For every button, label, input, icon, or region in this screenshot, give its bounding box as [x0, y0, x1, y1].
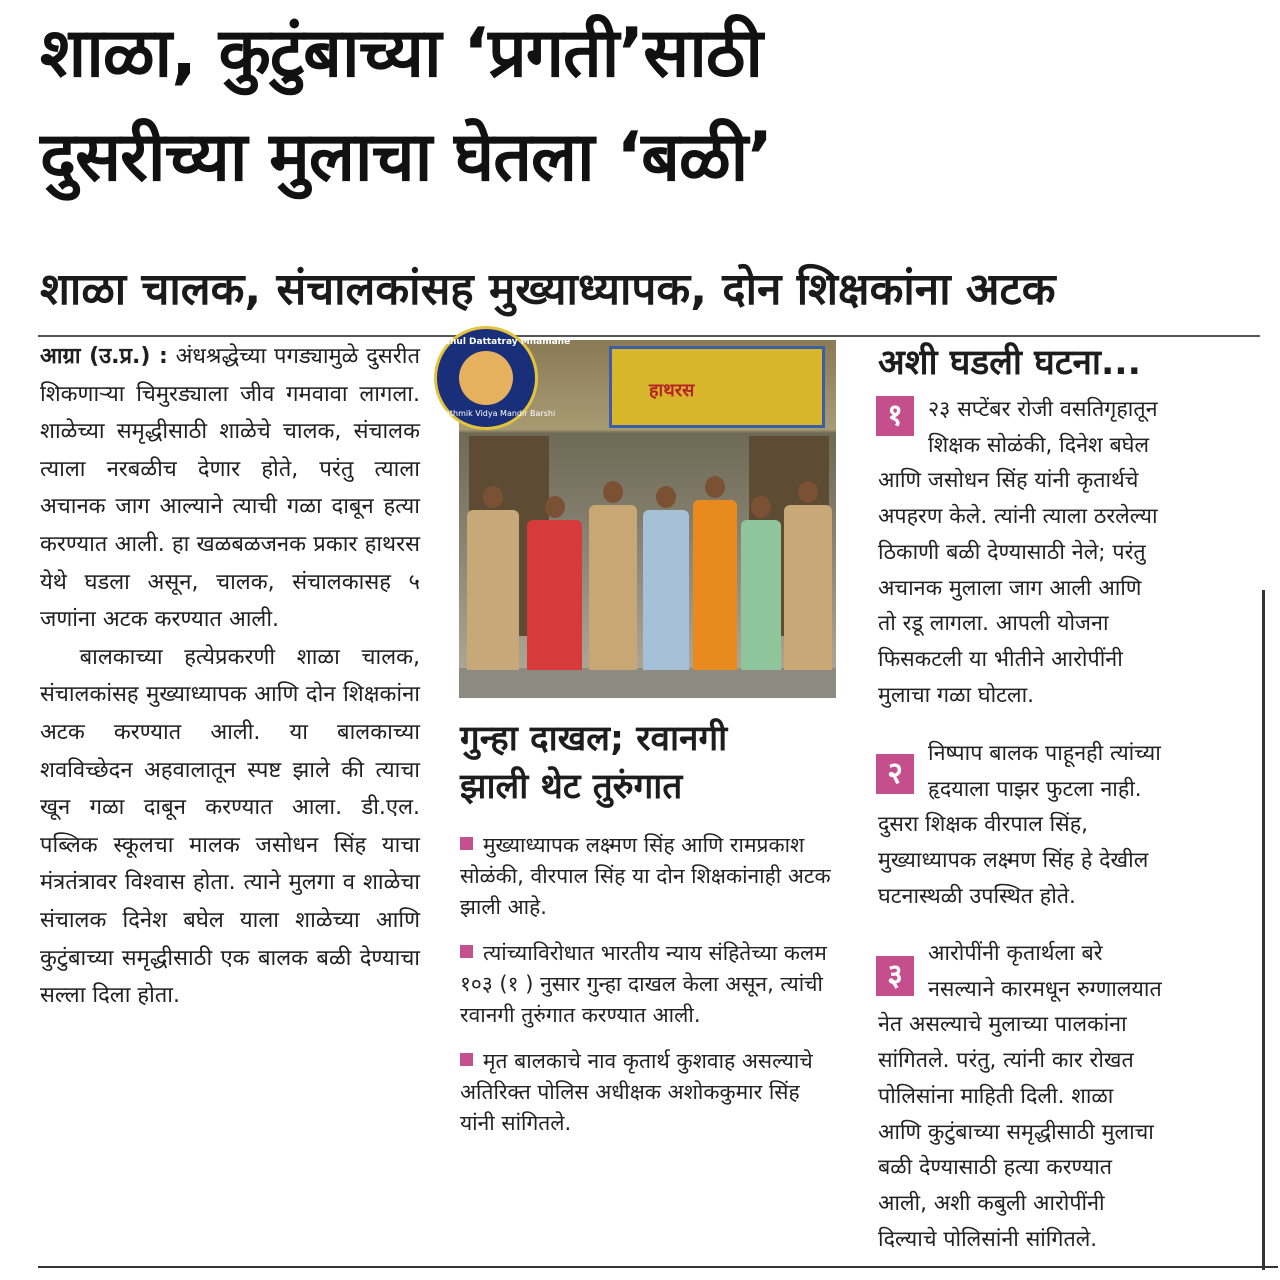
photo-person [784, 505, 832, 670]
right-section-title: अशी घडली घटना... [878, 343, 1141, 383]
event-line: फिसकटली या भीतीने आरोपींनी [878, 646, 1123, 672]
event-2-text [878, 736, 1258, 915]
headline-line-1: शाळा, कुटुंबाच्या ‘प्रगती’साठी [40, 14, 762, 93]
middle-section-title [460, 715, 840, 811]
event-line: मुख्याध्यापक लक्ष्मण सिंह हे देखील [878, 848, 1149, 874]
photo-signboard [609, 346, 825, 428]
photo-person-head [705, 476, 725, 498]
event-line: आणि कुटुंबाच्या समृद्धीसाठी मुलाचा [878, 1119, 1154, 1145]
event-line: पोलिसांना माहिती दिली. शाळा [878, 1083, 1114, 1109]
photo-person-head [751, 496, 771, 518]
photo-person [589, 505, 637, 670]
left-para-1-text: अंधश्रद्धेच्या पगड्यामुळे दुसरीत शिकणाऱ्या चिमुरड्याला जीव गमवावा लागला. शाळेच्या समृद्धीसाठी शाळेचे चालक, संचालक त्याला नरबळीच देणार होते, परंतु त्याला अचानक जाग आल्याने त्याची गळा दाबून हत्या करण्यात आली. हा खळबळजनक प्रकार हाथरस येथे घडला असून, चालक, संचालकासह ५ जणांना अटक करण्यात आली. [40, 344, 421, 633]
bullet-text: त्यांच्याविरोधात भारतीय न्याय संहितेच्या कलम १०३ (१ ) नुसार गुन्हा दाखल केला असून, त्यांची रवानगी तुरुंगात करण्यात आली. [460, 941, 827, 1027]
event-line: निष्पाप बालक पाहूनही त्यांच्या [928, 741, 1161, 766]
event-line: नेत असल्याचे मुलाच्या पालकांना [878, 1012, 1127, 1038]
right-divider [1262, 590, 1265, 1270]
bullet-square-icon [460, 1053, 473, 1066]
middle-title-line-2: झाली थेट तुरुंगात [460, 767, 683, 807]
event-line: हृदयाला पाझर फुटला नाही. [928, 776, 1142, 802]
event-line: घटनास्थळी उपस्थित होते. [878, 883, 1076, 909]
photo-person-head [656, 486, 676, 508]
bullet-item [460, 1046, 840, 1139]
event-line: ठिकाणी बळी देण्यासाठी नेले; परंतु [878, 539, 1146, 565]
photo-person [467, 510, 519, 670]
badge-bottom-text: Prathmik Vidya Mandir Barshi [437, 409, 556, 418]
bullet-square-icon [460, 945, 473, 958]
event-line: आली, अशी कबुली आरोपींनी [878, 1190, 1105, 1216]
bullet-text: मुख्याध्यापक लक्ष्मण सिंह आणि रामप्रकाश सोळंकी, वीरपाल सिंह या दोन शिक्षकांनाही अटक झाली आहे. [460, 833, 831, 919]
photo-person-head [483, 486, 503, 508]
photo-person [693, 500, 737, 670]
photo-person-head [603, 481, 623, 503]
author-badge [434, 326, 571, 430]
badge-portrait [459, 351, 513, 405]
event-line: शिक्षक सोळंकी, दिनेश बघेल [928, 432, 1150, 458]
top-rule [38, 335, 1260, 337]
event-line: २३ सप्टेंबर रोजी वसतिगृहातून [928, 397, 1158, 422]
photo-person-head [798, 481, 818, 503]
photo-person [643, 510, 689, 670]
bullet-text: मृत बालकाचे नाव कृतार्थ कुशवाह असल्याचे अतिरिक्त पोलिस अधीक्षक अशोककुमार सिंह यांनी सांगितले. [460, 1049, 813, 1135]
headline-line-2: दुसरीच्या मुलाचा घेतला ‘बळी’ [40, 118, 773, 197]
event-line: अचानक मुलाला जाग आली आणि [878, 575, 1142, 601]
left-para-1 [40, 338, 420, 639]
middle-title-line-1: गुन्हा दाखल; रवानगी [460, 719, 728, 759]
event-number-badge: २ [876, 754, 914, 794]
photo-sign-text: हाथरस [649, 380, 695, 401]
bullet-item [460, 938, 840, 1031]
bullet-square-icon [460, 837, 473, 850]
event-number-badge: १ [876, 396, 914, 436]
bottom-rule [38, 1266, 1278, 1268]
event-3-text [878, 936, 1258, 1257]
event-number-badge: ३ [876, 956, 914, 996]
middle-bullets [460, 830, 840, 1154]
photo-person-head [545, 496, 565, 518]
event-line: मुलाचा गळा घोटला. [878, 682, 1034, 708]
bullet-item [460, 830, 840, 923]
event-line: आरोपींनी कृतार्थला बरे [928, 941, 1103, 966]
photo-person [527, 520, 582, 670]
event-line: दिल्याचे पोलिसांनी सांगितले. [878, 1226, 1098, 1252]
photo-ground [459, 668, 836, 698]
event-line: तो रडू लागला. आपली योजना [878, 611, 1109, 637]
left-para-2: बालकाच्या हत्येप्रकरणी शाळा चालक, संचालकांसह मुख्याध्यापक आणि दोन शिक्षकांना अटक करण्यात आली. या बालकाच्या शवविच्छेदन अहवालातून स्पष्ट झाले की त्याचा खून गळा दाबून करण्यात आला. डी.एल. पब्लिक स्कूलचा मालक जसोधन सिंह याचा मंत्रतंत्रावर विश्वास होता. त्याने मुलगा व शाळेचा संचालक दिनेश बघेल याला शाळेच्या आणि कुटुंबाच्या समृद्धीसाठी एक बालक बळी देण्याचा सल्ला दिला होता. [40, 644, 420, 1009]
photo-person [741, 520, 781, 670]
event-line: अपहरण केले. त्यांनी त्याला ठरलेल्या [878, 504, 1158, 530]
left-column [40, 338, 420, 1015]
badge-top-text: Rahul Dattatray Mhamane [437, 337, 571, 347]
event-line: नसल्याने कारमधून रुग्णालयात [928, 976, 1162, 1002]
event-line: सांगितले. परंतु, त्यांनी कार रोखत [878, 1048, 1134, 1074]
event-line: बळी देण्यासाठी हत्या करण्यात [878, 1155, 1113, 1181]
event-1-text [878, 392, 1258, 713]
event-line: आणि जसोधन सिंह यांनी कृतार्थचे [878, 468, 1139, 494]
dateline: आग्रा (उ.प्र.) : [40, 344, 168, 369]
event-line: दुसरा शिक्षक वीरपाल सिंह, [878, 812, 1088, 838]
subheadline: शाळा चालक, संचालकांसह मुख्याध्यापक, दोन शिक्षकांना अटक [40, 264, 1056, 315]
